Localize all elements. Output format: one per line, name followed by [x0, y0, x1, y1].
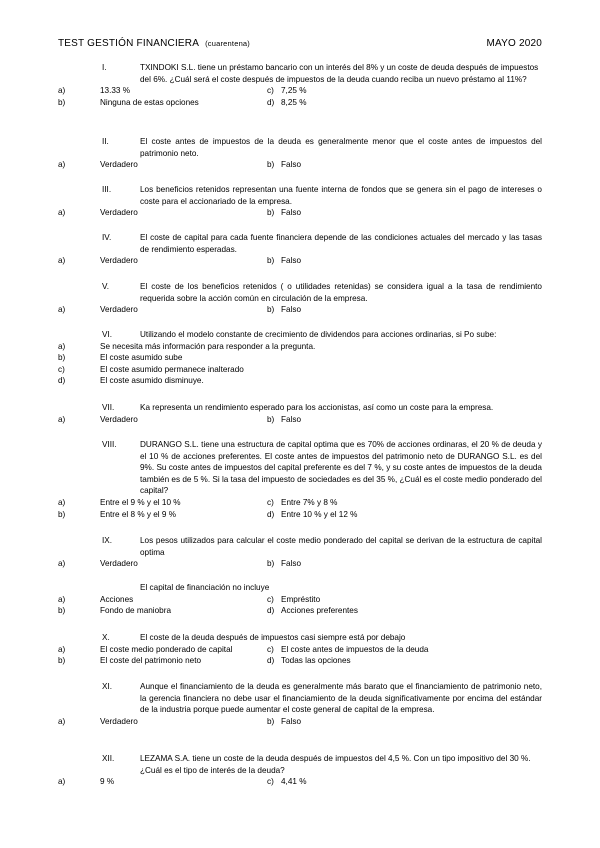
question-7 — [58, 402, 542, 425]
option-letter: b) — [58, 656, 66, 666]
option-letter: a) — [58, 256, 66, 266]
option-row — [58, 255, 542, 267]
option-text: El coste asumido sube — [100, 353, 183, 363]
question-11 — [58, 681, 542, 727]
option-text: Todas las opciones — [281, 656, 351, 666]
option-text: Entre 10 % y el 12 % — [281, 509, 358, 519]
option-text: Falso — [281, 414, 302, 424]
question-number: VIII. — [102, 440, 117, 449]
option-row — [58, 97, 542, 109]
option-letter: b) — [267, 559, 275, 569]
option-text: Acciones — [100, 594, 134, 604]
option-text: Falso — [281, 716, 302, 726]
option-letter: c) — [267, 594, 274, 604]
option-text: Ninguna de estas opciones — [100, 97, 199, 107]
option-text: 9 % — [100, 777, 115, 787]
option-letter: d) — [267, 509, 275, 519]
option-text: El coste medio ponderado de capital — [100, 644, 233, 654]
option-row — [58, 594, 542, 606]
option-letter: c) — [267, 777, 274, 787]
option-text: 7,25 % — [281, 86, 307, 96]
option-letter: a) — [58, 559, 66, 569]
question-number: VII. — [102, 403, 115, 412]
option-letter: d) — [267, 656, 275, 666]
header-title-text: TEST GESTIÓN FINANCIERA — [58, 38, 200, 49]
option-row — [58, 716, 542, 728]
option-text: 8,25 % — [281, 97, 307, 107]
option-letter: a) — [58, 208, 66, 218]
option-text: El coste asumido disminuye. — [100, 376, 204, 386]
option-row — [58, 414, 542, 426]
question-number: IX. — [102, 536, 113, 545]
option-letter: b) — [267, 414, 275, 424]
option-text: Entre el 8 % y el 9 % — [100, 509, 176, 519]
option-letter: a) — [58, 644, 66, 654]
option-row — [58, 605, 542, 617]
option-letter: b) — [267, 208, 275, 218]
question-6 — [58, 329, 542, 387]
option-letter: c) — [267, 497, 274, 507]
question-1 — [58, 62, 542, 108]
list-item — [58, 364, 542, 376]
option-row — [58, 159, 542, 171]
option-text: Empréstito — [281, 594, 321, 604]
option-text: Verdadero — [100, 305, 138, 315]
option-text: Fondo de maniobra — [100, 606, 172, 616]
option-text: Verdadero — [100, 208, 138, 218]
option-letter: c) — [267, 86, 274, 96]
option-text: Acciones preferentes — [281, 606, 358, 616]
option-text: Falso — [281, 208, 302, 218]
option-letter: a) — [58, 716, 66, 726]
option-text: 13.33 % — [100, 86, 131, 96]
option-row — [58, 655, 542, 667]
option-letter: b) — [267, 305, 275, 315]
question-number: V. — [102, 282, 109, 291]
question-text: DURANGO S.L. tiene una estructura de capital optima que es 70% de acciones ordinaras, el 20 % de deuda y el 10 % de acciones preferentes. El coste antes de impuestos del patrimonio neto de DURANGO S.L. es del 9%. Su coste antes de impuestos del capital preferente es del 7 %, y su coste antes de impuestos de la deuda también es de 5 %. Si la tasa del impuesto de sociedades es del 35 %, ¿Cuál es el coste medio ponderado del capital? — [140, 440, 542, 496]
option-letter: b) — [267, 716, 275, 726]
list-item — [58, 352, 542, 364]
question-text: Aunque el financiamiento de la deuda es generalmente más barato que el financiamiento de patrimonio neto, la gerencia financiera no debe usar el financiamiento de la deuda significativamente por encima del estándar de la industria porque puede aumentar el coste general de capital de la empresa. — [140, 682, 542, 715]
option-letter: b) — [58, 509, 66, 519]
question-number: XII. — [102, 754, 115, 763]
option-row — [58, 85, 542, 97]
option-letter: b) — [267, 256, 275, 266]
question-9 — [58, 535, 542, 570]
question-5 — [58, 281, 542, 316]
option-text: Se necesita más información para responder a la pregunta. — [100, 341, 316, 351]
question-text: TXINDOKI S.L. tiene un préstamo bancario con un interés del 8% y un coste de deuda después de impuestos del 6%. ¿Cuál será el coste después de impuestos de la deuda cuando reciba un nuevo préstamo al 11%? — [140, 63, 539, 84]
question-text: El coste de capital para cada fuente financiera depende de las condiciones actuales del mercado y las tasas de rendimiento esperadas. — [140, 233, 542, 254]
question-number: III. — [102, 185, 112, 194]
option-row — [58, 497, 542, 509]
question-text: El capital de financiación no incluye — [140, 583, 270, 592]
option-row — [58, 644, 542, 656]
option-letter: a) — [58, 160, 66, 170]
question-number: VI. — [102, 330, 113, 339]
option-letter: a) — [58, 341, 66, 351]
option-text: Falso — [281, 160, 302, 170]
question-4 — [58, 232, 542, 267]
question-12 — [58, 753, 542, 788]
question-text: Utilizando el modelo constante de crecimiento de dividendos para acciones ordinarias, si Po sube: — [140, 330, 497, 339]
option-letter: a) — [58, 86, 66, 96]
question-number: II. — [102, 137, 109, 146]
option-text: Falso — [281, 559, 302, 569]
option-letter: a) — [58, 497, 66, 507]
option-row — [58, 776, 542, 788]
question-text: El coste de la deuda después de impuestos casi siempre está por debajo — [140, 633, 406, 642]
option-letter: b) — [58, 606, 66, 616]
option-text: Entre el 9 % y el 10 % — [100, 497, 181, 507]
question-number: X. — [102, 633, 110, 642]
option-text: El coste asumido permanece inalterado — [100, 364, 244, 374]
question-10 — [58, 632, 542, 667]
option-row — [58, 207, 542, 219]
option-letter: b) — [58, 353, 66, 363]
option-text: Verdadero — [100, 160, 138, 170]
question-number — [58, 582, 140, 594]
question-number: IV. — [102, 233, 112, 242]
option-text: Verdadero — [100, 414, 138, 424]
list-item — [58, 341, 542, 353]
question-text: El coste antes de impuestos de la deuda es generalmente menor que el coste antes de impuestos del patrimonio neto. — [140, 137, 542, 158]
header-date: MAYO 2020 — [486, 38, 542, 49]
header-title — [58, 38, 250, 49]
option-text: Entre 7% y 8 % — [281, 497, 338, 507]
question-text: LEZAMA S.A. tiene un coste de la deuda después de impuestos del 4,5 %. Con un tipo impositivo del 30 %. ¿Cuál es el tipo de interés de la deuda? — [140, 754, 531, 775]
option-letter: c) — [267, 644, 274, 654]
option-row — [58, 509, 542, 521]
header-subtitle: (cuarentena) — [205, 39, 251, 48]
option-text: Falso — [281, 256, 302, 266]
option-letter: c) — [58, 364, 65, 374]
option-letter: d) — [267, 606, 275, 616]
option-letter: a) — [58, 594, 66, 604]
question-text: El coste de los beneficios retenidos ( o utilidades retenidas) se considera igual a la tasa de rendimiento requerida sobre la acción común en circulación de la empresa. — [140, 282, 542, 303]
question-text: Los beneficios retenidos representan una fuente interna de fondos que se genera sin el pago de intereses o coste para el accionariado de la empresa. — [140, 185, 542, 206]
list-item — [58, 375, 542, 387]
question-number: I. — [102, 63, 107, 72]
option-text: 4,41 % — [281, 777, 307, 787]
question-2 — [58, 136, 542, 171]
option-letter: a) — [58, 305, 66, 315]
option-text: El coste del patrimonio neto — [100, 656, 202, 666]
option-letter: a) — [58, 777, 66, 787]
option-text: Verdadero — [100, 256, 138, 266]
option-letter: b) — [267, 160, 275, 170]
option-letter: d) — [267, 97, 275, 107]
option-letter: a) — [58, 414, 66, 424]
option-text: Verdadero — [100, 559, 138, 569]
option-text: Verdadero — [100, 716, 138, 726]
question-text: Los pesos utilizados para calcular el coste medio ponderado del capital se derivan de la estructura de capital optima — [140, 536, 542, 557]
option-text: El coste antes de impuestos de la deuda — [281, 644, 429, 654]
question-8 — [58, 439, 542, 520]
option-text: Falso — [281, 305, 302, 315]
option-letter: d) — [58, 376, 66, 386]
option-letter: b) — [58, 97, 66, 107]
option-row — [58, 558, 542, 570]
question-number: XI. — [102, 682, 113, 691]
question-text: Ka representa un rendimiento esperado para los accionistas, así como un coste para la empresa. — [140, 403, 494, 412]
option-row — [58, 304, 542, 316]
question-unnumbered — [58, 582, 542, 617]
question-3 — [58, 184, 542, 219]
